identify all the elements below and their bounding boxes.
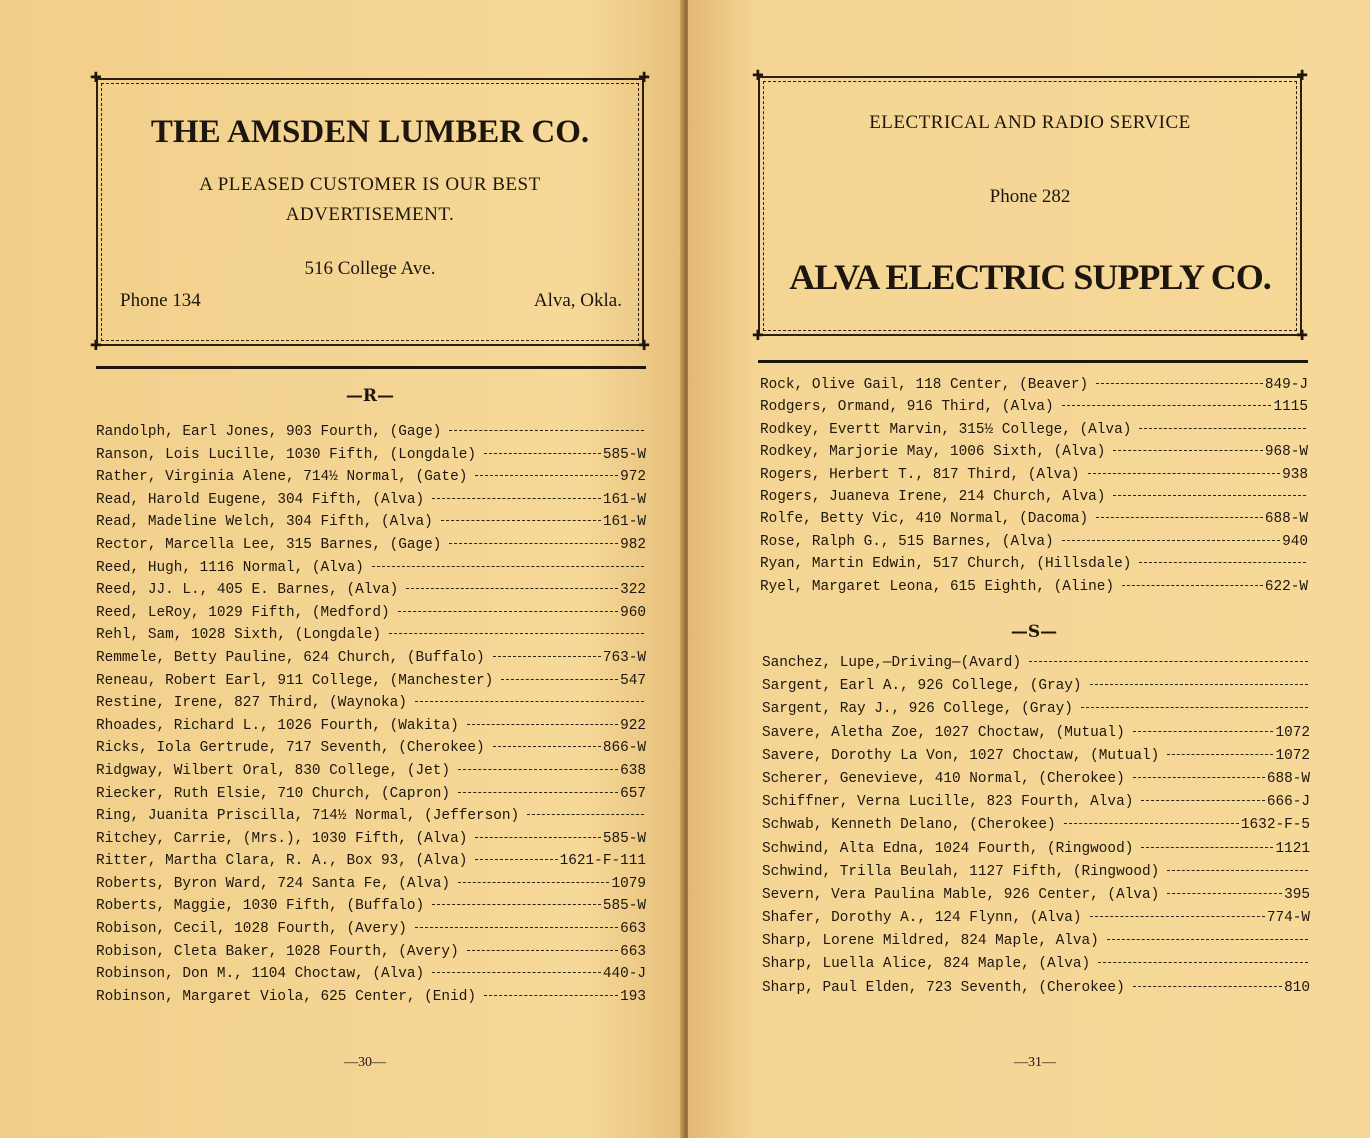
entry-name: Robison, Cleta Baker, 1028 Fourth, (Avery) xyxy=(96,943,459,960)
entry-name: Schiffner, Verna Lucille, 823 Fourth, Alva) xyxy=(762,794,1134,811)
leader-dots xyxy=(1122,585,1263,586)
directory-entry xyxy=(96,466,646,489)
leader-dots xyxy=(415,701,644,702)
leader-dots xyxy=(458,792,618,793)
left-page xyxy=(0,0,684,1138)
directory-entry xyxy=(762,838,1310,861)
entry-name: Sharp, Luella Alice, 824 Maple, (Alva) xyxy=(762,956,1091,973)
directory-entry xyxy=(762,907,1310,930)
directory-entry xyxy=(760,576,1308,598)
directory-entry xyxy=(760,441,1308,463)
leader-dots xyxy=(1098,962,1308,963)
directory-entry xyxy=(96,783,646,806)
entry-name: Rodkey, Marjorie May, 1006 Sixth, (Alva) xyxy=(760,444,1106,461)
leader-dots xyxy=(1107,939,1308,940)
entry-name: Reneau, Robert Earl, 911 College, (Manchester) xyxy=(96,672,494,689)
entry-name: Ridgway, Wilbert Oral, 830 College, (Jet) xyxy=(96,762,451,779)
leader-dots xyxy=(398,611,618,612)
entry-phone: 938 xyxy=(1282,466,1308,483)
leader-dots xyxy=(1064,823,1239,824)
leader-dots xyxy=(475,837,600,838)
entry-phone: 1079 xyxy=(611,875,646,892)
entry-name: Ritter, Martha Clara, R. A., Box 93, (Alva) xyxy=(96,853,468,870)
directory-entry xyxy=(96,941,646,964)
entry-name: Rehl, Sam, 1028 Sixth, (Longdale) xyxy=(96,627,381,644)
entry-phone: 1621-F-111 xyxy=(559,853,646,870)
leader-dots xyxy=(432,498,601,499)
directory-entry xyxy=(762,698,1310,721)
entry-name: Rogers, Herbert T., 817 Third, (Alva) xyxy=(760,466,1080,483)
ad-company-name: ALVA ELECTRIC SUPPLY CO. xyxy=(789,257,1271,297)
entry-name: Severn, Vera Paulina Mable, 926 Center, (Alva) xyxy=(762,886,1160,903)
entry-name: Rector, Marcella Lee, 315 Barnes, (Gage) xyxy=(96,536,442,553)
leader-dots xyxy=(1029,661,1308,662)
entry-phone: 1632-F-5 xyxy=(1240,817,1310,834)
leader-dots xyxy=(527,814,644,815)
entry-phone: 666-J xyxy=(1266,794,1310,811)
directory-entry xyxy=(762,930,1310,953)
entry-phone: 1072 xyxy=(1275,724,1310,741)
leader-dots xyxy=(1139,428,1306,429)
entry-name: Rock, Olive Gail, 118 Center, (Beaver) xyxy=(760,377,1089,393)
directory-entry xyxy=(96,715,646,738)
divider-rule xyxy=(96,366,646,369)
entry-name: Rather, Virginia Alene, 714½ Normal, (Gate) xyxy=(96,469,468,486)
entry-name: Randolph, Earl Jones, 903 Fourth, (Gage) xyxy=(96,424,442,440)
directory-entry xyxy=(96,850,646,873)
entry-phone: 940 xyxy=(1282,533,1308,550)
entry-name: Savere, Aletha Zoe, 1027 Choctaw, (Mutual) xyxy=(762,724,1125,741)
leader-dots xyxy=(475,475,618,476)
entry-phone: 982 xyxy=(620,536,646,553)
entry-name: Sanchez, Lupe,—Driving—(Avard) xyxy=(762,655,1022,671)
entry-phone: 395 xyxy=(1284,886,1310,903)
entry-phone: 657 xyxy=(620,785,646,802)
ad-phone: Phone 134 xyxy=(120,290,201,311)
leader-dots xyxy=(1133,986,1282,987)
entry-name: Read, Madeline Welch, 304 Fifth, (Alva) xyxy=(96,514,433,531)
leader-dots xyxy=(484,453,601,454)
directory-entry xyxy=(760,396,1308,418)
ad-slogan-line1: A PLEASED CUSTOMER IS OUR BEST xyxy=(199,174,541,195)
entry-phone: 688-W xyxy=(1264,511,1308,528)
entry-phone: 1121 xyxy=(1275,840,1310,857)
page-number: —31— xyxy=(1014,1055,1056,1070)
ad-company-name: THE AMSDEN LUMBER CO. xyxy=(150,114,590,150)
corner-ornament-icon: ✚ xyxy=(90,70,102,86)
directory-entry xyxy=(96,737,646,760)
entry-name: Riecker, Ruth Elsie, 710 Church, (Capron) xyxy=(96,785,451,802)
leader-dots xyxy=(467,950,618,951)
entry-name: Schwind, Trilla Beulah, 1127 Fifth, (Ringwood) xyxy=(762,863,1160,880)
entry-name: Rolfe, Betty Vic, 410 Normal, (Dacoma) xyxy=(760,511,1089,528)
directory-entry xyxy=(762,953,1310,976)
entry-phone: 585-W xyxy=(602,446,646,463)
entry-name: Schwind, Alta Edna, 1024 Fourth, (Ringwood) xyxy=(762,840,1134,857)
directory-entry xyxy=(762,745,1310,768)
entry-name: Roberts, Byron Ward, 724 Santa Fe, (Alva) xyxy=(96,875,451,892)
entry-phone: 810 xyxy=(1284,979,1310,996)
directory-entry xyxy=(96,760,646,783)
entry-name: Rose, Ralph G., 515 Barnes, (Alva) xyxy=(760,533,1054,550)
entry-phone: 763-W xyxy=(602,649,646,666)
entry-phone: 774-W xyxy=(1266,910,1310,927)
entry-phone: 547 xyxy=(620,672,646,689)
entry-phone: 960 xyxy=(620,604,646,621)
directory-entry xyxy=(96,489,646,512)
directory-entry xyxy=(96,579,646,602)
leader-dots xyxy=(432,904,601,905)
directory-entry xyxy=(762,768,1310,791)
entry-phone: 663 xyxy=(620,943,646,960)
directory-entry xyxy=(762,977,1310,1000)
directory-entry xyxy=(96,692,646,715)
directory-list-r-continued xyxy=(760,374,1308,598)
entry-phone: 161-W xyxy=(602,514,646,531)
directory-entry xyxy=(96,444,646,467)
entry-phone: 688-W xyxy=(1266,770,1310,787)
directory-entry xyxy=(96,602,646,625)
directory-entry xyxy=(96,873,646,896)
leader-dots xyxy=(449,430,644,431)
leader-dots xyxy=(1062,405,1272,406)
entry-name: Schwab, Kenneth Delano, (Cherokee) xyxy=(762,817,1056,834)
leader-dots xyxy=(458,882,609,883)
leader-dots xyxy=(1088,473,1281,474)
leader-dots xyxy=(1096,517,1263,518)
directory-entry xyxy=(762,791,1310,814)
directory-entry xyxy=(760,464,1308,486)
page-number: —30— xyxy=(344,1055,386,1070)
directory-entry xyxy=(762,861,1310,884)
leader-dots xyxy=(1113,495,1306,496)
entry-name: Roberts, Maggie, 1030 Fifth, (Buffalo) xyxy=(96,898,425,915)
leader-dots xyxy=(1133,777,1265,778)
entry-phone: 1115 xyxy=(1273,399,1308,416)
directory-entry xyxy=(760,531,1308,553)
corner-ornament-icon: ✚ xyxy=(638,338,650,354)
leader-dots xyxy=(449,543,618,544)
leader-dots xyxy=(441,520,601,521)
ad-city: Alva, Okla. xyxy=(533,290,622,311)
directory-entry xyxy=(96,511,646,534)
corner-ornament-icon: ✚ xyxy=(1296,68,1308,84)
entry-name: Read, Harold Eugene, 304 Fifth, (Alva) xyxy=(96,491,425,508)
leader-dots xyxy=(1090,684,1308,685)
corner-ornament-icon: ✚ xyxy=(752,68,764,84)
leader-dots xyxy=(1141,847,1273,848)
ad-slogan-line2: ADVERTISEMENT. xyxy=(285,204,455,225)
directory-entry xyxy=(96,828,646,851)
entry-name: Robison, Cecil, 1028 Fourth, (Avery) xyxy=(96,921,407,938)
leader-dots xyxy=(1062,540,1280,541)
directory-entry xyxy=(96,895,646,918)
leader-dots xyxy=(1096,383,1263,384)
corner-ornament-icon: ✚ xyxy=(1296,328,1308,344)
entry-phone: 849-J xyxy=(1264,377,1308,393)
entry-name: Ritchey, Carrie, (Mrs.), 1030 Fifth, (Alva) xyxy=(96,830,468,847)
directory-list-r xyxy=(96,421,646,1008)
directory-entry xyxy=(96,963,646,986)
directory-entry xyxy=(96,805,646,828)
leader-dots xyxy=(432,972,601,973)
amsden-lumber-ad xyxy=(90,70,650,354)
entry-phone: 585-W xyxy=(602,830,646,847)
corner-ornament-icon: ✚ xyxy=(638,70,650,86)
ad-address: 516 College Ave. xyxy=(304,258,436,279)
directory-entry xyxy=(96,534,646,557)
entry-name: Reed, LeRoy, 1029 Fifth, (Medford) xyxy=(96,604,390,621)
leader-dots xyxy=(389,633,644,634)
entry-name: Rodkey, Evertt Marvin, 315½ College, (Alva) xyxy=(760,421,1132,438)
entry-name: Sargent, Earl A., 926 College, (Gray) xyxy=(762,678,1082,695)
directory-entry xyxy=(760,508,1308,530)
entry-name: Reed, Hugh, 1116 Normal, (Alva) xyxy=(96,559,364,576)
leader-dots xyxy=(1090,916,1265,917)
directory-entry xyxy=(760,419,1308,441)
section-letter-s: —S— xyxy=(1010,622,1058,642)
ad-phone: Phone 282 xyxy=(989,186,1071,207)
directory-entry xyxy=(96,557,646,580)
section-letter-r: —R— xyxy=(345,386,395,406)
entry-name: Shafer, Dorothy A., 124 Flynn, (Alva) xyxy=(762,910,1082,927)
entry-phone: 193 xyxy=(620,988,646,1005)
directory-entry xyxy=(762,814,1310,837)
entry-phone: 622-W xyxy=(1264,578,1308,595)
entry-name: Rodgers, Ormand, 916 Third, (Alva) xyxy=(760,399,1054,416)
entry-name: Ricks, Iola Gertrude, 717 Seventh, (Cherokee) xyxy=(96,740,485,757)
entry-name: Rhoades, Richard L., 1026 Fourth, (Wakita) xyxy=(96,717,459,734)
directory-entry xyxy=(762,675,1310,698)
corner-ornament-icon: ✚ xyxy=(752,328,764,344)
directory-list-s xyxy=(762,652,1310,1000)
entry-name: Reed, JJ. L., 405 E. Barnes, (Alva) xyxy=(96,582,399,599)
entry-phone: 161-W xyxy=(602,491,646,508)
leader-dots xyxy=(1081,707,1308,708)
leader-dots xyxy=(1139,562,1306,563)
directory-entry xyxy=(96,670,646,693)
entry-name: Ryan, Martin Edwin, 517 Church, (Hillsdale) xyxy=(760,556,1132,573)
leader-dots xyxy=(493,746,601,747)
leader-dots xyxy=(372,566,644,567)
leader-dots xyxy=(1167,754,1273,755)
leader-dots xyxy=(1167,870,1308,871)
directory-entry xyxy=(96,624,646,647)
directory-entry xyxy=(96,647,646,670)
directory-entry xyxy=(762,722,1310,745)
entry-name: Ring, Juanita Priscilla, 714½ Normal, (Jefferson) xyxy=(96,808,520,825)
entry-name: Sharp, Lorene Mildred, 824 Maple, Alva) xyxy=(762,933,1099,950)
divider-rule xyxy=(758,360,1308,363)
corner-ornament-icon: ✚ xyxy=(90,338,102,354)
entry-phone: 968-W xyxy=(1264,444,1308,461)
directory-entry xyxy=(762,884,1310,907)
entry-name: Remmele, Betty Pauline, 624 Church, (Buffalo) xyxy=(96,649,485,666)
leader-dots xyxy=(1167,893,1282,894)
leader-dots xyxy=(1113,450,1262,451)
entry-name: Rogers, Juaneva Irene, 214 Church, Alva) xyxy=(760,488,1106,505)
entry-phone: 585-W xyxy=(602,898,646,915)
directory-entry xyxy=(760,374,1308,396)
leader-dots xyxy=(1133,731,1274,732)
entry-name: Savere, Dorothy La Von, 1027 Choctaw, (Mutual) xyxy=(762,747,1160,764)
entry-phone: 972 xyxy=(620,469,646,486)
leader-dots xyxy=(1141,800,1264,801)
entry-name: Scherer, Genevieve, 410 Normal, (Cherokee) xyxy=(762,770,1125,787)
entry-phone: 663 xyxy=(620,921,646,938)
entry-phone: 866-W xyxy=(602,740,646,757)
directory-entry xyxy=(96,918,646,941)
entry-name: Ranson, Lois Lucille, 1030 Fifth, (Longdale) xyxy=(96,446,476,463)
ad-tagline: ELECTRICAL AND RADIO SERVICE xyxy=(869,112,1191,133)
directory-entry xyxy=(762,652,1310,675)
entry-phone: 1072 xyxy=(1275,747,1310,764)
entry-name: Sharp, Paul Elden, 723 Seventh, (Cherokee) xyxy=(762,979,1125,996)
entry-name: Restine, Irene, 827 Third, (Waynoka) xyxy=(96,695,407,712)
leader-dots xyxy=(484,995,618,996)
entry-name: Robinson, Don M., 1104 Choctaw, (Alva) xyxy=(96,966,425,983)
leader-dots xyxy=(475,859,557,860)
leader-dots xyxy=(493,656,601,657)
leader-dots xyxy=(415,927,618,928)
alva-electric-ad xyxy=(752,68,1308,344)
directory-entry xyxy=(96,986,646,1009)
entry-name: Robinson, Margaret Viola, 625 Center, (Enid) xyxy=(96,988,476,1005)
leader-dots xyxy=(406,588,618,589)
leader-dots xyxy=(467,724,618,725)
entry-name: Sargent, Ray J., 926 College, (Gray) xyxy=(762,701,1073,718)
directory-entry xyxy=(96,421,646,444)
directory-entry xyxy=(760,553,1308,575)
entry-phone: 638 xyxy=(620,762,646,779)
leader-dots xyxy=(458,769,618,770)
entry-phone: 440-J xyxy=(602,966,646,983)
entry-phone: 322 xyxy=(620,582,646,599)
leader-dots xyxy=(501,679,618,680)
right-page xyxy=(688,0,1370,1138)
directory-entry xyxy=(760,486,1308,508)
entry-phone: 922 xyxy=(620,717,646,734)
entry-name: Ryel, Margaret Leona, 615 Eighth, (Aline) xyxy=(760,578,1115,595)
